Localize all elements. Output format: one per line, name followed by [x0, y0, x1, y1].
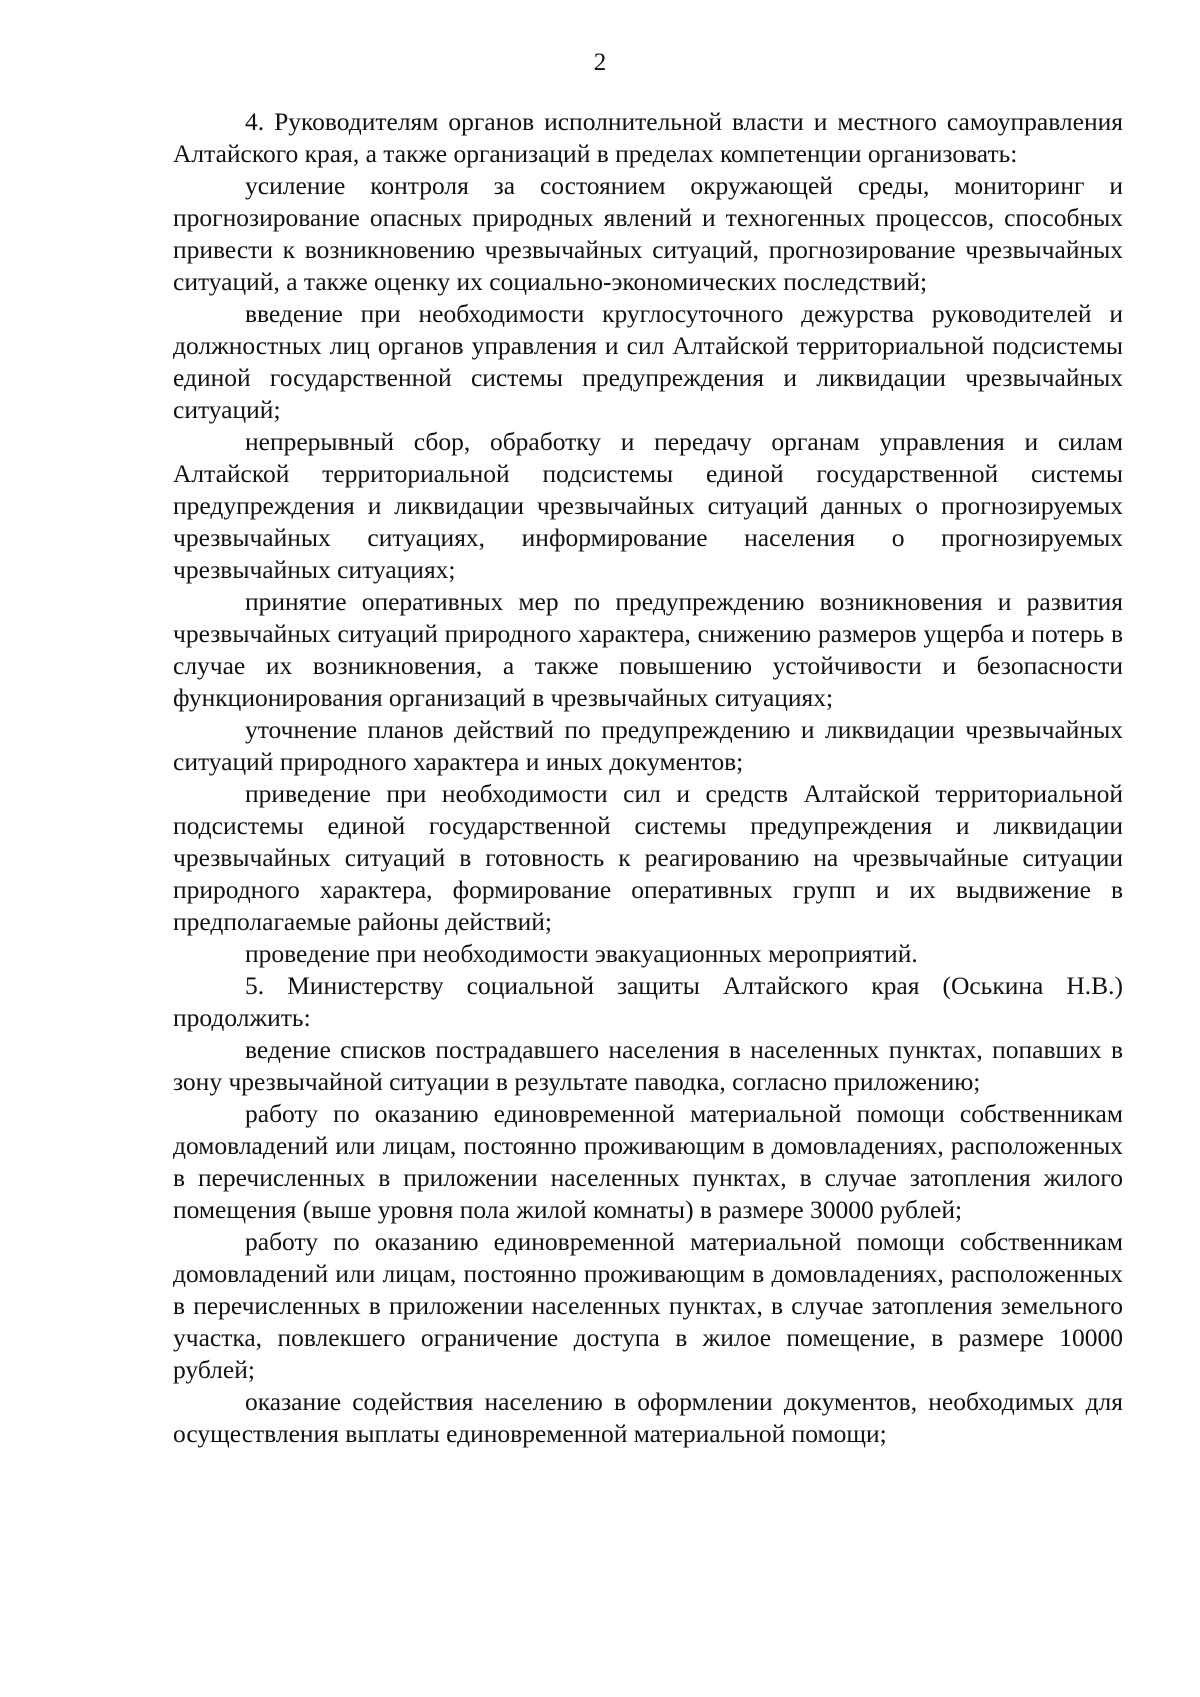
paragraph-readiness: приведение при необходимости сил и средств Алтайской территориальной подсистемы единой государственной системы предупреждения и ликвидации чрезвычайных ситуаций в готовность к реагированию на чрезвычайные ситуации природного характера, формирование оперативных групп и их выдвижение в предполагаемые районы действий;	[173, 779, 1123, 936]
paragraph-victim-lists: ведение списков пострадавшего населения в населенных пунктах, попавших в зону чрезвычайной ситуации в результате паводка, согласно приложению;	[173, 1035, 1123, 1096]
paragraph-aid-10000: работу по оказанию единовременной материальной помощи собственникам домовладений или лицам, постоянно проживающим в домовладениях, расположенных в перечисленных в приложении населенных пунктах, в случае затопления земельного участка, повлекшего ограничение доступа в жилое помещение, в размере 10000 рублей;	[173, 1227, 1123, 1384]
document-body	[173, 106, 1123, 1450]
paragraph-data-collection: непрерывный сбор, обработку и передачу органам управления и силам Алтайской территориальной подсистемы единой государственной системы предупреждения и ликвидации чрезвычайных ситуаций данных о прогнозируемых чрезвычайных ситуациях, информирование населения о прогнозируемых чрезвычайных ситуациях;	[173, 427, 1123, 584]
paragraph-evacuation: проведение при необходимости эвакуационных мероприятий.	[245, 939, 918, 968]
paragraph-documents-assistance: оказание содействия населению в оформлении документов, необходимых для осуществления выплаты единовременной материальной помощи;	[173, 1387, 1123, 1448]
paragraph-aid-30000: работу по оказанию единовременной материальной помощи собственникам домовладений или лицам, постоянно проживающим в домовладениях, расположенных в перечисленных в приложении населенных пунктах, в случае затопления жилого помещения (выше уровня пола жилой комнаты) в размере 30000 рублей;	[173, 1099, 1123, 1224]
paragraph-monitoring: усиление контроля за состоянием окружающей среды, мониторинг и прогнозирование опасных природных явлений и техногенных процессов, способных привести к возникновению чрезвычайных ситуаций, прогнозирование чрезвычайных ситуаций, а также оценку их социально-экономических последствий;	[173, 171, 1123, 296]
page-number: 2	[593, 49, 607, 76]
paragraph-plans: уточнение планов действий по предупреждению и ликвидации чрезвычайных ситуаций природного характера и иных документов;	[173, 715, 1123, 776]
paragraph-item-5-heading: 5. Министерству социальной защиты Алтайского края (Оськина Н.В.) продолжить:	[173, 971, 1123, 1032]
paragraph-prevention-measures: принятие оперативных мер по предупреждению возникновения и развития чрезвычайных ситуаций природного характера, снижению размеров ущерба и потерь в случае их возникновения, а также повышению устойчивости и безопасности функционирования организаций в чрезвычайных ситуациях;	[173, 587, 1123, 712]
paragraph-item-4-heading: 4. Руководителям органов исполнительной власти и местного самоуправления Алтайского края, а также организаций в пределах компетенции организовать:	[173, 107, 1123, 168]
paragraph-duty: введение при необходимости круглосуточного дежурства руководителей и должностных лиц органов управления и сил Алтайской территориальной подсистемы единой государственной системы предупреждения и ликвидации чрезвычайных ситуаций;	[173, 299, 1123, 424]
